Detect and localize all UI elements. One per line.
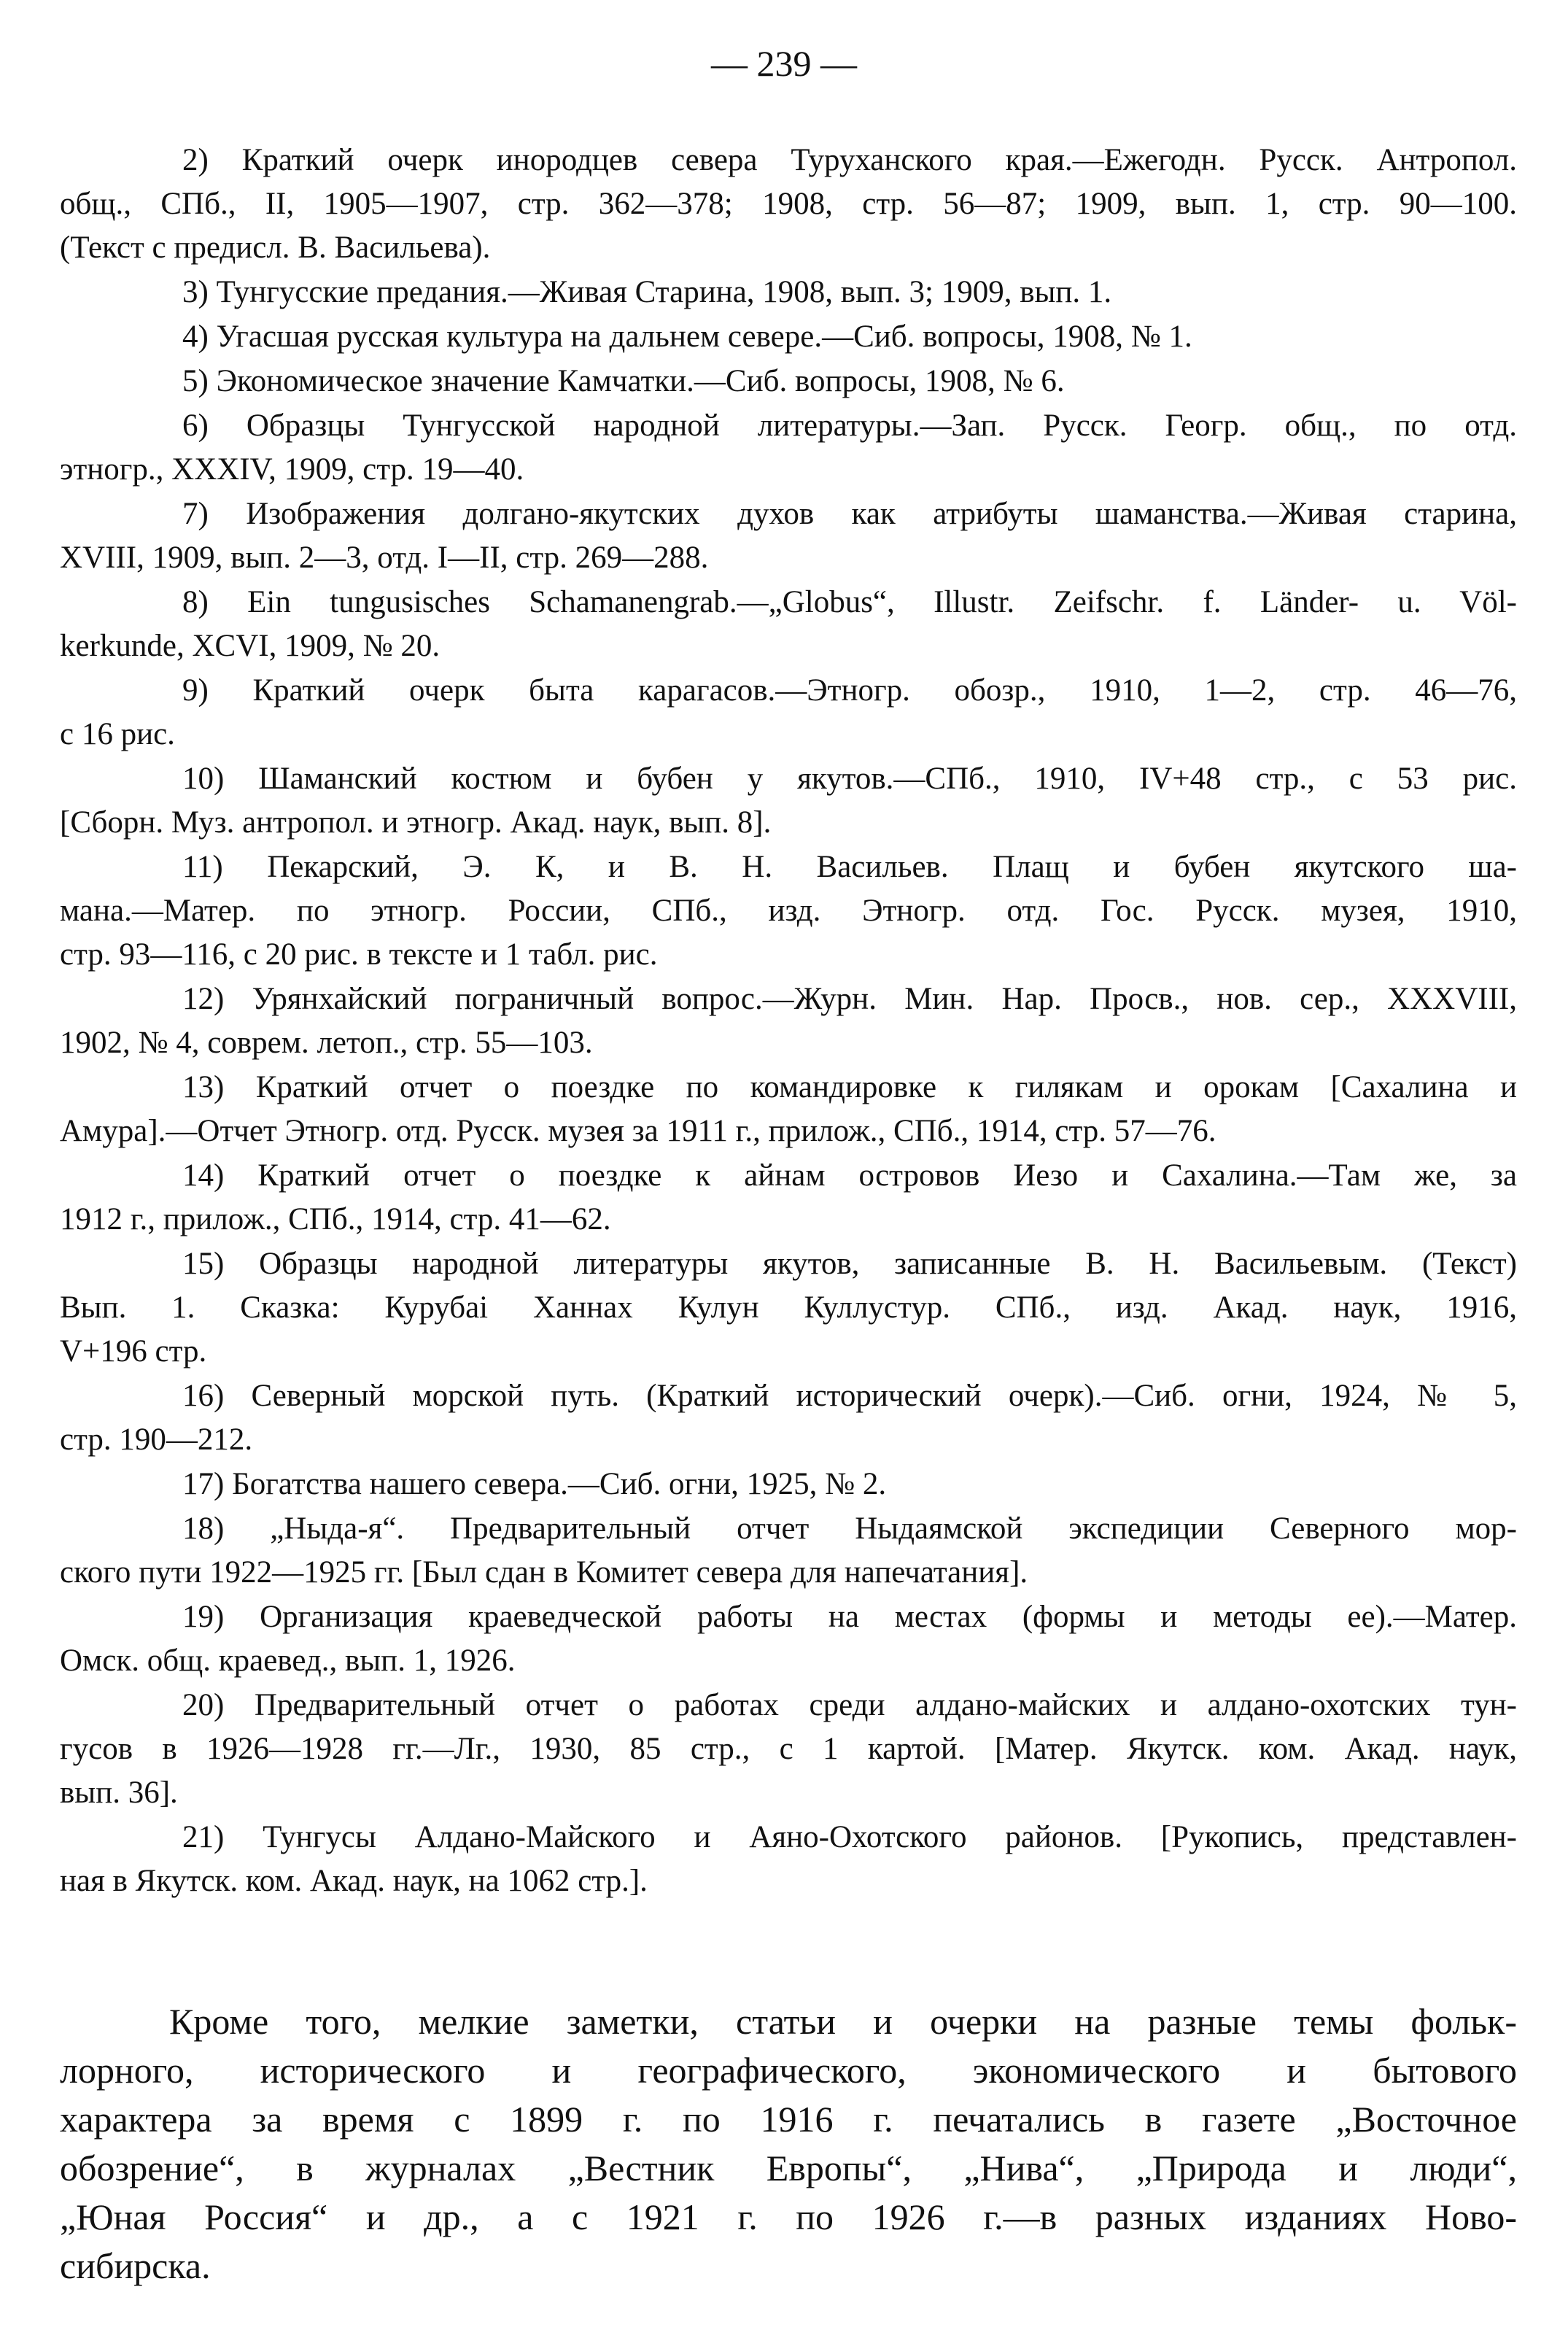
bibliography-entry xyxy=(60,1816,1517,1903)
text-line: 1912 г., прилож., СПб., 1914, стр. 41—62. xyxy=(60,1202,611,1236)
text-line: 10) Шаманский костюм и бубен у якутов.—СПб., 1910, IV+48 стр., с 53 рис. xyxy=(182,762,1517,796)
text-line: 3) Тунгусские предания.—Живая Старина, 1908, вып. 3; 1909, вып. 1. xyxy=(182,275,1112,309)
text-line: 16) Северный морской путь. (Краткий исторический очерк).—Сиб. огни, 1924, № 5, xyxy=(182,1379,1517,1413)
text-line: Омск. общ. краевед., вып. 1, 1926. xyxy=(60,1644,516,1678)
text-line: V+196 стр. xyxy=(60,1334,207,1368)
bibliography-entry xyxy=(60,978,1517,1065)
text-line: обозрение“, в журналах „Вестник Европы“, „Нива“, „Природа и люди“, xyxy=(60,2148,1517,2188)
bibliography-entry xyxy=(60,669,1517,756)
text-line: 8) Ein tungusisches Schamanengrab.—„Globus“, Illustr. Zeifschr. f. Länder- u. Völ- xyxy=(182,585,1517,619)
text-line: лорного, исторического и географического, экономического и бытового xyxy=(60,2050,1517,2091)
text-line: мана.—Матер. по этногр. России, СПб., изд. Этногр. отд. Гос. Русск. музея, 1910, xyxy=(60,894,1517,928)
bibliography-entry xyxy=(60,1154,1517,1242)
text-line: стр. 190—212. xyxy=(60,1422,253,1457)
text-line: 9) Краткий очерк быта карагасов.—Этногр. обозр., 1910, 1—2, стр. 46—76, xyxy=(182,673,1517,708)
bibliography-entry xyxy=(60,315,1517,359)
bibliography-entry xyxy=(60,1463,1517,1506)
bibliography-entry xyxy=(60,845,1517,977)
text-line: 20) Предварительный отчет о работах среди алдано-майских и алдано-охотских тун- xyxy=(182,1688,1517,1722)
text-line: общ., СПб., II, 1905—1907, стр. 362—378; 1908, стр. 56—87; 1909, вып. 1, стр. 90—100. xyxy=(60,187,1517,221)
text-line: Вып. 1. Сказка: Курубаі Ханнах Кулун Куллустур. СПб., изд. Акад. наук, 1916, xyxy=(60,1290,1517,1325)
text-line: 14) Краткий отчет о поездке к айнам островов Иезо и Сахалина.—Там же, за xyxy=(182,1158,1517,1193)
text-line: 15) Образцы народной литературы якутов, записанные В. Н. Васильевым. (Текст) xyxy=(182,1247,1517,1281)
text-line: гусов в 1926—1928 гг.—Лг., 1930, 85 стр., с 1 картой. [Матер. Якутск. ком. Акад. наук, xyxy=(60,1732,1517,1766)
bibliography-entry xyxy=(60,404,1517,492)
text-line: ского пути 1922—1925 гг. [Был сдан в Комитет севера для напечатания]. xyxy=(60,1555,1028,1590)
bibliography-entry xyxy=(60,139,1517,270)
page-number: — 239 — xyxy=(711,43,857,84)
bibliography-list xyxy=(60,139,1517,1904)
text-line: стр. 93—116, с 20 рис. в тексте и 1 табл. рис. xyxy=(60,937,658,972)
bibliography-entry xyxy=(60,1684,1517,1815)
bibliography-entry xyxy=(60,1374,1517,1462)
bibliography-entry xyxy=(60,581,1517,668)
text-line: 21) Тунгусы Алдано-Майского и Аяно-Охотского районов. [Рукопись, представлен- xyxy=(182,1820,1517,1854)
text-line: 17) Богатства нашего севера.—Сиб. огни, 1925, № 2. xyxy=(182,1467,887,1501)
bibliography-entry xyxy=(60,757,1517,845)
bibliography-entry xyxy=(60,1242,1517,1374)
text-line: 6) Образцы Тунгусской народной литературы.—Зап. Русск. Геогр. общ., по отд. xyxy=(182,409,1517,443)
text-line: характера за время с 1899 г. по 1916 г. печатались в газете „Восточное xyxy=(60,2099,1517,2140)
text-line: „Юная Россия“ и др., а с 1921 г. по 1926 г.—в разных изданиях Ново- xyxy=(60,2196,1517,2237)
bibliography-entry xyxy=(60,1507,1517,1595)
text-line: Амура].—Отчет Этногр. отд. Русск. музея за 1911 г., прилож., СПб., 1914, стр. 57—76. xyxy=(60,1114,1216,1148)
text-line: (Текст с предисл. В. Васильева). xyxy=(60,231,491,265)
text-line: XVIII, 1909, вып. 2—3, отд. I—II, стр. 269—288. xyxy=(60,541,709,575)
text-line: 7) Изображения долгано-якутских духов как атрибуты шаманства.—Живая старина, xyxy=(182,497,1517,531)
text-line: 12) Урянхайский пограничный вопрос.—Журн. Мин. Нар. Просв., нов. сер., XXXVIII, xyxy=(182,982,1517,1016)
text-line: вып. 36]. xyxy=(60,1776,178,1810)
text-line: 1902, № 4, соврем. летоп., стр. 55—103. xyxy=(60,1026,593,1060)
bibliography-entry xyxy=(60,360,1517,403)
text-line: сибирска. xyxy=(60,2245,211,2286)
text-line: Кроме того, мелкие заметки, статьи и очерки на разные темы фольк- xyxy=(169,2001,1517,2042)
text-line: этногр., XXXIV, 1909, стр. 19—40. xyxy=(60,452,524,487)
text-line: ная в Якутск. ком. Акад. наук, на 1062 стр.]. xyxy=(60,1864,648,1898)
bibliography-entry xyxy=(60,1595,1517,1683)
bibliography-entry xyxy=(60,492,1517,580)
bibliography-entry xyxy=(60,1066,1517,1153)
text-line: 2) Краткий очерк инородцев севера Туруханского края.—Ежегодн. Русск. Антропол. xyxy=(182,143,1517,177)
text-line: kerkunde, XCVI, 1909, № 20. xyxy=(60,629,440,663)
text-line: с 16 рис. xyxy=(60,717,175,751)
closing-paragraph xyxy=(60,1997,1517,2291)
text-line: 5) Экономическое значение Камчатки.—Сиб. вопросы, 1908, № 6. xyxy=(182,364,1065,398)
text-line: [Сборн. Муз. антропол. и этногр. Акад. наук, вып. 8]. xyxy=(60,805,772,840)
text-line: 19) Организация краеведческой работы на местах (формы и методы ее).—Матер. xyxy=(182,1600,1517,1634)
text-line: 18) „Ныда-я“. Предварительный отчет Ныдаямской экспедиции Северного мор- xyxy=(182,1511,1517,1546)
bibliography-entry xyxy=(60,271,1517,314)
text-line: 13) Краткий отчет о поездке по командировке к гилякам и орокам [Сахалина и xyxy=(182,1070,1517,1104)
text-line: 11) Пекарский, Э. К, и В. Н. Васильев. Плащ и бубен якутского ша- xyxy=(182,850,1517,884)
text-line: 4) Угасшая русская культура на дальнем севере.—Сиб. вопросы, 1908, № 1. xyxy=(182,320,1192,354)
